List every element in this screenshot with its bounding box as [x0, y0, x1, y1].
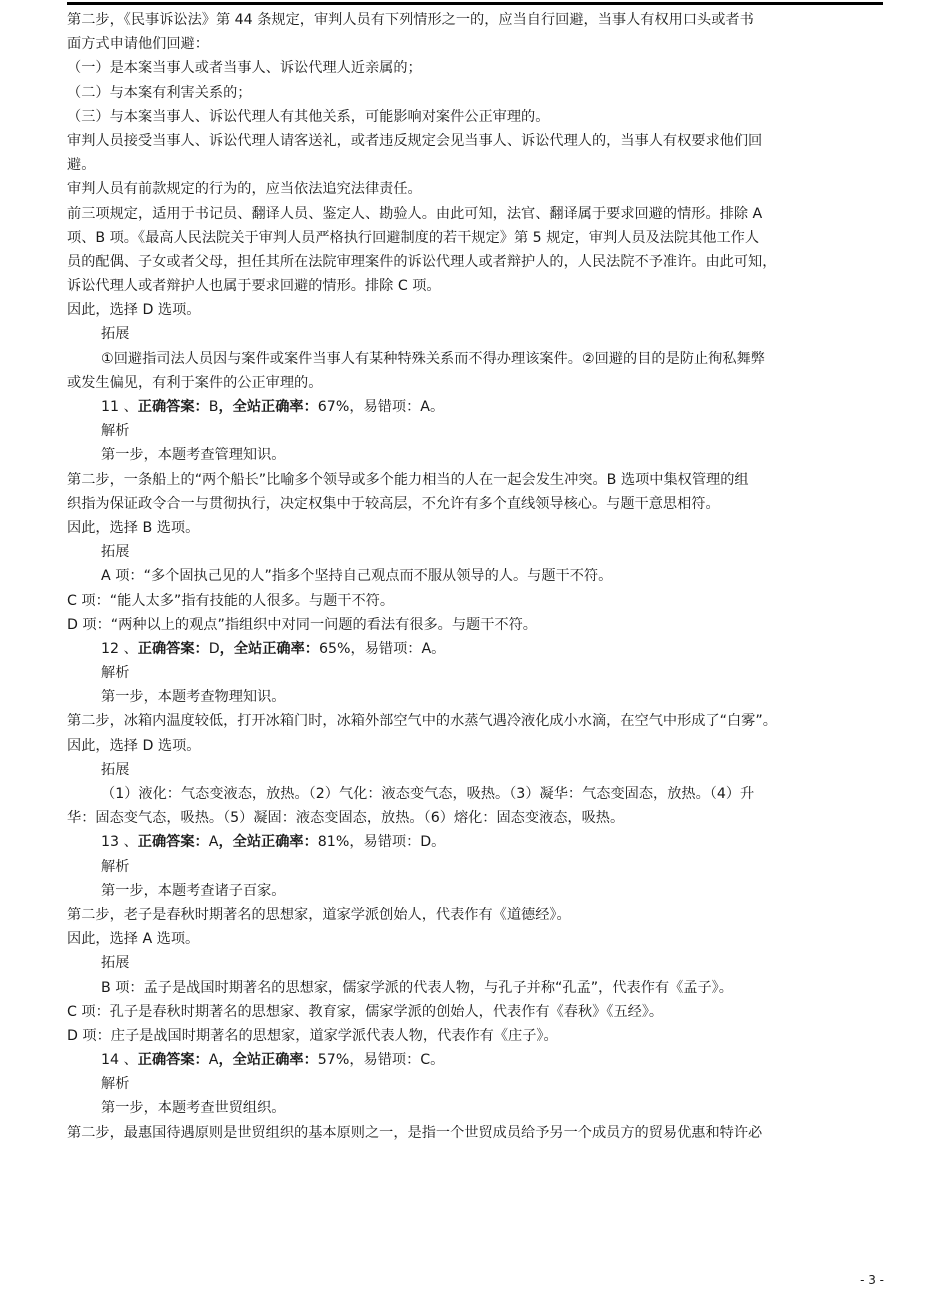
rate-label: ，全站正确率：: [218, 399, 318, 415]
question-number: 13 、: [101, 834, 138, 851]
section-heading-extension: 拓展: [101, 544, 130, 561]
text-line: 因此，选择 B 选项。: [67, 519, 200, 536]
answer-value: A: [208, 834, 219, 851]
rate-label: ，全站正确率：: [218, 1052, 318, 1069]
answer-line-q13-rich: [67, 830, 885, 854]
text-line: 织指为保证政令合一与贯彻执行，决定权集中于较高层，不允许有多个直线领导核心。与题干意思相符。: [67, 495, 720, 512]
answer-value: A: [208, 1052, 219, 1069]
text-line: 第二步，老子是春秋时期著名的思想家，道家学派创始人，代表作有《道德经》。: [67, 906, 571, 923]
text-line: 面方式申请他们回避：: [67, 36, 209, 53]
document-body: [67, 8, 885, 1145]
section-heading-extension: 拓展: [101, 761, 130, 778]
text-line: A 项：“多个固执己见的人”指多个坚持自己观点而不服从领导的人。与题干不符。: [101, 568, 613, 585]
text-line: 因此，选择 D 选项。: [67, 737, 201, 754]
answer-label: 正确答案：: [137, 399, 209, 415]
text-line: 前三项规定，适用于书记员、翻译人员、鉴定人、勘验人。由此可知，法官、翻译属于要求回避的情形。排除 A: [67, 205, 763, 222]
wrong-option: ，易错项：A。: [350, 640, 446, 657]
section-heading-extension: 拓展: [101, 955, 130, 972]
text-line: （一）是本案当事人或者当事人、诉讼代理人近亲属的；: [67, 60, 422, 77]
text-line: D 项：庄子是战国时期著名的思想家，道家学派代表人物，代表作有《庄子》。: [67, 1027, 558, 1044]
text-line: 诉讼代理人或者辩护人也属于要求回避的情形。排除 C 项。: [67, 278, 441, 295]
wrong-option: ，易错项：A。: [349, 399, 445, 415]
rate-value: 81%: [317, 834, 350, 851]
answer-label: 正确答案：: [137, 1052, 209, 1069]
text-line: 第一步，本题考查诸子百家。: [101, 882, 286, 899]
text-line: 第一步，本题考查物理知识。: [101, 689, 286, 706]
text-line: B 项：孟子是战国时期著名的思想家，儒家学派的代表人物，与孔子并称“孔孟”，代表作有《孟子》。: [101, 979, 733, 996]
section-heading-extension: 拓展: [101, 326, 130, 343]
answer-label: 正确答案：: [137, 834, 209, 851]
answer-line-q11-rich: [67, 395, 885, 419]
text-line: 或发生偏见，有利于案件的公正审理的。: [67, 374, 323, 391]
text-line: ①回避指司法人员因与案件或案件当事人有某种特殊关系而不得办理该案件。②回避的目的是防止徇私舞弊: [101, 350, 765, 367]
text-line: 第二步，冰箱内温度较低，打开冰箱门时，冰箱外部空气中的水蒸气遇冷液化成小水滴，在空气中形成了“白雾”。: [67, 713, 777, 730]
rate-value: 57%: [317, 1052, 350, 1069]
text-line: 第二步，《民事诉讼法》第 44 条规定，审判人员有下列情形之一的，应当自行回避，当事人有权用口头或者书: [67, 12, 754, 28]
text-line: 第一步，本题考查世贸组织。: [101, 1100, 286, 1117]
text-line: 审判人员有前款规定的行为的，应当依法追究法律责任。: [67, 181, 422, 198]
answer-label: 正确答案：: [137, 640, 209, 657]
text-line: 审判人员接受当事人、诉讼代理人请客送礼，或者违反规定会见当事人、诉讼代理人的，当事人有权要求他们回: [67, 132, 763, 149]
text-line: 员的配偶、子女或者父母，担任其所在法院审理案件的诉讼代理人或者辩护人的，人民法院不予准许。由此可知，: [67, 253, 777, 270]
text-line: 第一步，本题考查管理知识。: [101, 447, 286, 464]
question-number: 11 、: [101, 399, 138, 415]
page-number: - 3 -: [860, 1273, 884, 1287]
answer-value: B: [208, 399, 219, 415]
wrong-option: ，易错项：C。: [349, 1052, 445, 1069]
section-heading-analysis: 解析: [101, 1076, 130, 1093]
rate-label: ，全站正确率：: [218, 834, 318, 851]
text-line: C 项：“能人太多”指有技能的人很多。与题干不符。: [67, 592, 395, 609]
section-heading-analysis: 解析: [101, 665, 130, 682]
text-line: 项、B 项。《最高人民法院关于审判人员严格执行回避制度的若干规定》第 5 规定，审判人员及法院其他工作人: [67, 229, 760, 246]
rate-value: 67%: [317, 399, 350, 415]
text-line: 因此，选择 A 选项。: [67, 931, 200, 948]
section-heading-analysis: 解析: [101, 423, 130, 440]
question-number: 12 、: [101, 640, 138, 657]
answer-line-q12-rich: [67, 637, 885, 661]
text-line: 因此，选择 D 选项。: [67, 302, 201, 319]
wrong-option: ，易错项：D。: [349, 834, 446, 851]
text-line: D 项：“两种以上的观点”指组织中对同一问题的看法有很多。与题干不符。: [67, 616, 537, 633]
text-line: 华：固态变气态，吸热。（5）凝固：液态变固态，放热。（6）熔化：固态变液态，吸热。: [67, 810, 625, 827]
answer-value: D: [208, 640, 220, 657]
text-line: （1）液化：气态变液态，放热。（2）气化：液态变气态，吸热。（3）凝华：气态变固态，放热。（4）升: [101, 786, 755, 802]
header-rule: [67, 2, 883, 5]
text-line: （三）与本案当事人、诉讼代理人有其他关系，可能影响对案件公正审理的。: [67, 108, 550, 125]
rate-value: 65%: [318, 640, 351, 657]
rate-label: ，全站正确率：: [219, 640, 319, 657]
question-number: 14 、: [101, 1052, 138, 1069]
text-line: 第二步，一条船上的“两个船长”比喻多个领导或多个能力相当的人在一起会发生冲突。B 选项中集权管理的组: [67, 471, 749, 488]
section-heading-analysis: 解析: [101, 858, 130, 875]
answer-line-q14-rich: [67, 1048, 885, 1072]
text-line: C 项：孔子是春秋时期著名的思想家、教育家，儒家学派的创始人，代表作有《春秋》《五经》。: [67, 1003, 664, 1020]
text-line: 第二步，最惠国待遇原则是世贸组织的基本原则之一，是指一个世贸成员给予另一个成员方的贸易优惠和特许必: [67, 1124, 763, 1141]
text-line: 避。: [67, 157, 96, 174]
text-line: （二）与本案有利害关系的；: [67, 84, 252, 101]
